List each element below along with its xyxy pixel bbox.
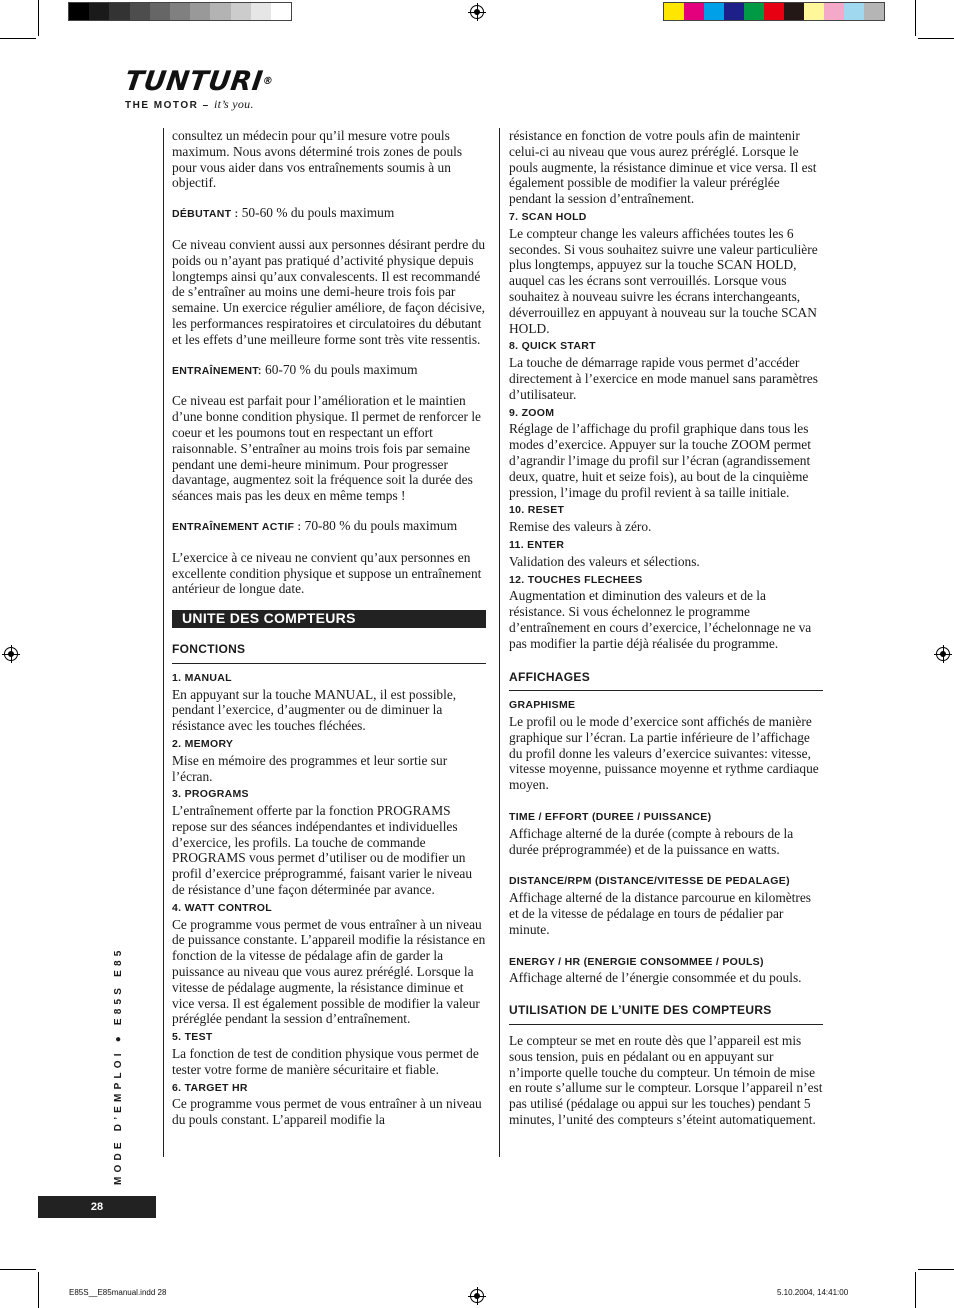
usage-text: Le compteur se met en route dès que l’appareil est mis sous tension, puis en pédalant ou en appuyant sur n’importe quelle touche du compteur. Un témoin de mise en route s’allume sur le compteur. Lorsque l’appareil n’est pas utilisé (pédalage ou appui sur les touches) pendant 5 minutes, l’unité des compteurs s’éteint automatiquement. <box>509 1033 823 1128</box>
crop-mark <box>38 1272 39 1308</box>
logo-tagline: THE MOTOR – it’s you. <box>125 97 254 111</box>
crop-mark <box>0 38 36 39</box>
color-swatch <box>150 3 170 20</box>
zone-text: Ce niveau convient aussi aux personnes désirant perdre du poids ou n’ayant pas pratiqué d’activité physique depuis longtemps ainsi qu’aux convalescents. Il est recommandé de s’entraîner au moins une demi-heure trois fois par semaine. Un exercice régulier améliore, de façon décisive, les performances respiratoires et circulatoires du débutant et les effets d’une meilleure forme sont très vite ressentis. <box>172 236 486 347</box>
column-rule <box>163 128 164 1157</box>
display-item: GRAPHISME Le profil ou le mode d’exercice sont affichés de manière graphique sur l’écran. La partie inférieure de l’affichage du profil donne les valeurs d’exercice suivantes: vitesse, vitesse moyenne, puissance moyenne et rythme cardiaque moyen. <box>509 699 819 793</box>
logo-wordmark: TUNTURI <box>122 66 265 97</box>
intro-text: consultez un médecin pour qu’il mesure votre pouls maximum. Nous avons déterminé trois zones de pouls pour vous aider dans vos entraînements soumis à un objectif. <box>172 128 463 191</box>
color-swatch <box>69 3 89 20</box>
color-swatch <box>89 3 109 20</box>
page-number: 28 <box>38 1196 156 1218</box>
fonctions-heading: FONCTIONS <box>172 642 486 664</box>
crop-mark <box>915 0 916 36</box>
section-title-bar: UNITE DES COMPTEURS <box>172 610 486 628</box>
function-item: 8. QUICK START La touche de démarrage rapide vous permet d’accéder directement à l’exercice en mode manuel sans paramètres d’utilisateur. <box>509 340 818 402</box>
column-rule <box>499 128 500 1157</box>
registration-mark-icon <box>470 5 484 19</box>
color-swatch <box>664 3 684 20</box>
crop-mark <box>918 1269 954 1270</box>
color-swatch <box>744 3 764 20</box>
color-swatch <box>130 3 150 20</box>
color-swatch <box>190 3 210 20</box>
footer-timestamp: 5.10.2004, 14:41:00 <box>777 1288 849 1297</box>
function-item: 3. PROGRAMS L’entraînement offerte par la fonction PROGRAMS repose sur des séances indépendantes et individuelles d’exercice, les profils. La touche de commande PROGRAMS vous permet d’utiliser ou de modifier un profil d’exercice préprogrammé, faisant varier le niveau de résistance d’une façon déterminée par avance. <box>172 788 473 898</box>
zone-line: ENTRAÎNEMENT ACTIF : 70-80 % du pouls maximum <box>172 517 458 533</box>
function-item: 12. TOUCHES FLECHEES Augmentation et diminution des valeurs et de la résistance. Si vous échelonnez le programme d’entraînement en cours d’exercice, l’échelonnage ne va pas modifier la partie déjà réalisée du programme. <box>509 573 812 651</box>
display-item: DISTANCE/RPM (DISTANCE/VITESSE DE PEDALAGE) Affichage alterné de la distance parcourue en kilomètres et de la vitesse de pédalage en tours de pédalier par minute. <box>509 875 812 937</box>
crop-mark <box>915 1272 916 1308</box>
logo-registered: ® <box>261 76 274 87</box>
display-item: ENERGY / HR (ENERGIE CONSOMMEE / POULS) Affichage alterné de l’énergie consommée et du pouls. <box>509 955 802 986</box>
crop-mark <box>38 0 39 36</box>
left-column <box>172 128 486 1128</box>
color-bar <box>663 2 885 21</box>
color-swatch <box>231 3 251 20</box>
function-item: 11. ENTER Validation des valeurs et sélections. <box>509 538 700 569</box>
zone-text: Ce niveau est parfait pour l’amélioration et le maintien d’une bonne condition physique. Il permet de renforcer le coeur et les poumons tout en respectant un effort raisonnable. S’entraîner au moins trois fois par semaine pendant une demi-heure minimum. Pour progresser davantage, augmentez soit la fréquence soit la durée des séances mais pas les deux en même temps ! <box>172 393 481 504</box>
affichages-heading: AFFICHAGES <box>509 670 823 692</box>
color-swatch <box>844 3 864 20</box>
zone-text: L’exercice à ce niveau ne convient qu’aux personnes en excellente condition physique et suppose un entraînement antérieur de longue date. <box>172 549 482 597</box>
footer-filename: E85S__E85manual.indd 28 <box>69 1288 167 1297</box>
continued-text: résistance en fonction de votre pouls afin de maintenir celui-ci au niveau que vous aurez préréglé. Lorsque le pouls augmente, la résistance diminue et vice versa. Il est également possible de modifier la valeur préréglée pendant la session d’entraînement. <box>509 128 817 207</box>
registration-mark-icon <box>4 647 18 661</box>
function-item: 5. TEST La fonction de test de condition physique vous permet de tester votre forme de manière sécuritaire et fiable. <box>172 1031 479 1077</box>
function-item: 7. SCAN HOLD Le compteur change les valeurs affichées toutes les 6 secondes. Si vous souhaitez suivre une valeur particulière plus longtemps, appuyez sur la touche SCAN HOLD, auquel cas les écrans sont verrouillés. Lorsque vous souhaitez à nouveau suivre les écrans interchangeants, déverrouillez en appuyant à nouveau sur la touche SCAN HOLD. <box>509 210 818 336</box>
brand-logo <box>122 66 274 112</box>
color-swatch <box>684 3 704 20</box>
color-swatch <box>210 3 230 20</box>
zone-line: ENTRAÎNEMENT: 60-70 % du pouls maximum <box>172 361 418 377</box>
crop-mark <box>0 1269 36 1270</box>
color-swatch <box>824 3 844 20</box>
color-swatch <box>109 3 129 20</box>
color-swatch <box>271 3 291 20</box>
function-item: 10. RESET Remise des valeurs à zéro. <box>509 504 652 535</box>
registration-mark-icon <box>936 647 950 661</box>
registration-mark-icon <box>470 1289 484 1303</box>
grayscale-bar <box>68 2 292 21</box>
function-item: 6. TARGET HR Ce programme vous permet de vous entraîner à un niveau du pouls constant. L’appareil modifie la <box>172 1081 482 1128</box>
side-label: MODE D’EMPLOI ● E85S E85 <box>113 946 124 1185</box>
zone-line: DÉBUTANT : 50-60 % du pouls maximum <box>172 205 395 221</box>
color-swatch <box>704 3 724 20</box>
right-column <box>509 128 823 1128</box>
color-swatch <box>724 3 744 20</box>
function-item: 4. WATT CONTROL Ce programme vous permet de vous entraîner à un niveau de puissance constante. L’appareil modifie la résistance en fonction de la vitesse de pédalage afin de garder la puissance au niveau que vous aurez préréglé. Lorsque la vitesse de pédalage augmente, la résistance diminue et vice versa. Il est également possible de modifier la valeur préréglée pendant la session d’entraînement. <box>172 901 486 1027</box>
function-item: 1. MANUAL En appuyant sur la touche MANUAL, il est possible, pendant l’exercice, d’augmenter ou de diminuer la résistance avec les touches fléchées. <box>172 671 457 734</box>
color-swatch <box>764 3 784 20</box>
display-item: TIME / EFFORT (DUREE / PUISSANCE) Affichage alterné de la durée (compte à rebours de la durée préprogrammée) et de la puissance en watts. <box>509 811 794 857</box>
usage-heading: UTILISATION DE L’UNITE DES COMPTEURS <box>509 1003 823 1025</box>
color-swatch <box>864 3 884 20</box>
color-swatch <box>170 3 190 20</box>
crop-mark <box>918 38 954 39</box>
color-swatch <box>804 3 824 20</box>
color-swatch <box>784 3 804 20</box>
function-item: 2. MEMORY Mise en mémoire des programmes et leur sortie sur l’écran. <box>172 737 448 784</box>
color-swatch <box>251 3 271 20</box>
function-item: 9. ZOOM Réglage de l’affichage du profil graphique dans tous les modes d’exercice. Appuyer sur la touche ZOOM permet d’agrandir l’image du profil sur l’écran (agrandissement deux, quatre, huit et seize fois), au bout de la cinquième pression, l’image du profil revient à sa taille initiale. <box>509 406 811 500</box>
